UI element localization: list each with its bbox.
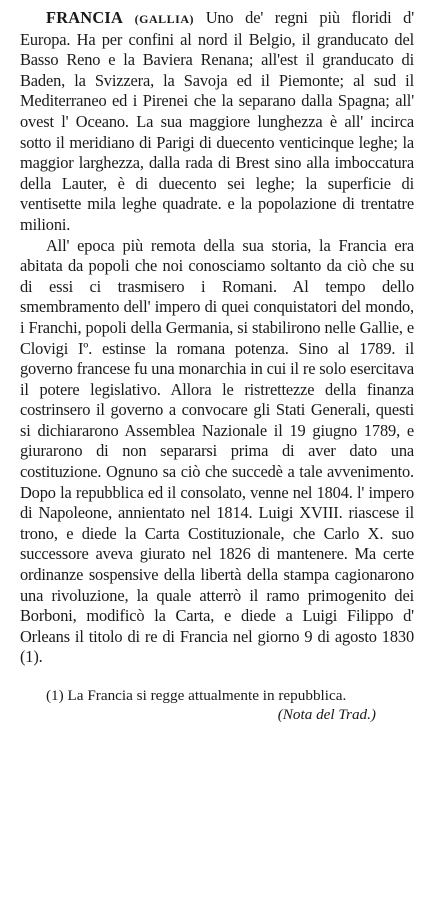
paragraph-1-text: Uno de' regni più floridi d' Europa. Ha per confini al nord il Belgio, il granducato del Basso Reno e la Baviera Renana; all'est il granducato di Baden, la Svizzera, la Savoja ed il Piemonte; al sud il Mediterraneo ed i Pirenei che la separano dalla Spagna; all' ovest l' Oceano. La sua maggiore lunghezza è all' incirca sotto il meridiano di Parigi di duecento venticinque leghe; la maggior larghezza, dalla rada di Brest sino alla imboccatura della Lauter, è di duecento sei leghe; la superficie di ventisette mila leghe quadrate. e la popolazione di trentatre milioni. [20, 8, 415, 234]
footnote-attribution: (Nota del Trad.) [277, 706, 376, 723]
headword: FRANCIA [46, 8, 123, 27]
latin-name: (GALLIA) [134, 12, 195, 26]
footnote-text: (1) La Francia si regge attualmente in repubblica. [46, 687, 347, 704]
footnote [20, 686, 414, 723]
paragraph-1 [20, 8, 414, 236]
paragraph-2: All' epoca più remota della sua storia, la Francia era abitata da popoli che noi conosciamo soltanto da ciò che su di essi ci trasmisero i Romani. Al tempo dello smembramento dell' impero di quei conquistatori del mondo, i Franchi, popoli della Germania, si stabilirono nelle Gallie, e Clovigi Iº. estinse la romana potenza. Sino al 1789. il governo francese fu una monarchia in cui il re solo esercitava il potere legislativo. Allora le ristrettezze della finanza costrinsero il governo a convocare gli Stati Generali, questi si dichiararono Assemblea Nazionale il 19 giugno 1789, e giurarono di non separarsi prima di aver dato una costituzione. Ognuno sa ciò che succedè a tale avvenimento. Dopo la repubblica ed il consolato, venne nel 1804. l' impero di Napoleone, annientato nel 1814. Luigi XVIII. riascese il trono, e diede la Carta Costituzionale, che Carlo X. suo successore aveva giurato nel 1826 di mantenere. Ma certe ordinanze sospensive della libertà della stampa cagionarono una rivoluzione, la quale atterrò il ramo primogenito dei Borboni, modificò la Carta, e diede a Luigi Filippo d' Orleans il titolo di re di Francia nel giorno 9 di agosto 1830 (1). [20, 235, 414, 667]
